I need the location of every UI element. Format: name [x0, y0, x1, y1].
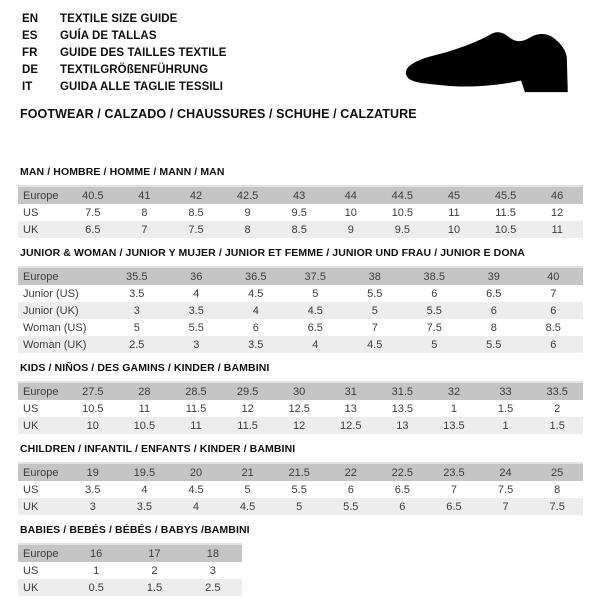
section-title-man: MAN / HOMBRE / HOMME / MANN / MAN [20, 166, 225, 178]
size-cell: 21.5 [273, 463, 325, 481]
section-title-babies: BABIES / BEBÉS / BÉBÉS / BABYS /BAMBINI [20, 524, 250, 536]
size-cell: 0.5 [67, 579, 125, 596]
table-row [18, 336, 583, 353]
size-cell: 9 [325, 221, 377, 238]
size-cell: 5 [405, 336, 465, 353]
size-cell: 10 [67, 417, 119, 434]
section-title-junior-woman: JUNIOR & WOMAN / JUNIOR Y MUJER / JUNIOR ET FEMME / JUNIOR UND FRAU / JUNIOR E DONA [20, 247, 525, 259]
size-cell: 2 [554, 402, 561, 415]
size-cell: 1 [450, 402, 458, 415]
language-row-es [22, 28, 227, 45]
size-cell: 6.5 [486, 287, 502, 300]
size-cell: 4 [226, 302, 286, 319]
size-cell: 7.5 [170, 221, 222, 238]
size-tables [18, 167, 583, 600]
size-cell: 7 [550, 287, 557, 300]
row-label: Europe [18, 544, 67, 562]
language-row-en [22, 11, 227, 28]
table-row [18, 221, 583, 238]
size-cell: 11.5 [495, 206, 516, 219]
size-cell: 3 [209, 564, 216, 577]
language-code: FR [22, 47, 38, 59]
size-cell: 5 [273, 498, 325, 515]
size-cell: 8.5 [545, 321, 561, 334]
size-cell: 9 [244, 206, 251, 219]
table-row [18, 285, 583, 302]
table-row [18, 481, 583, 498]
size-section-kids [18, 363, 583, 434]
size-cell: 2.5 [107, 336, 167, 353]
size-cell: 1.5 [531, 417, 583, 434]
size-cell: 6 [524, 302, 584, 319]
table-row [18, 319, 583, 336]
size-cell: 10 [344, 206, 357, 219]
size-cell: 24 [480, 463, 532, 481]
size-cell: 5 [312, 287, 319, 300]
size-cell: 13 [344, 402, 357, 415]
size-cell: 19 [67, 463, 119, 481]
size-cell: 7 [119, 221, 171, 238]
size-cell: 10.5 [480, 221, 532, 238]
row-label: US [23, 402, 39, 415]
size-cell: 3.5 [85, 483, 101, 496]
size-cell: 5.5 [464, 336, 524, 353]
size-cell: 11 [170, 417, 222, 434]
size-cell: 4 [193, 287, 200, 300]
language-label: GUÍA DE TALLAS [60, 30, 157, 42]
size-cell: 3 [107, 302, 167, 319]
size-cell: 7 [480, 498, 532, 515]
row-label: Europe [18, 186, 67, 204]
size-cell: 4.5 [248, 287, 264, 300]
size-cell: 42 [170, 186, 222, 204]
language-label: GUIDE DES TAILLES TEXTILE [60, 47, 227, 59]
size-cell: 38 [345, 267, 405, 285]
size-cell: 8 [141, 206, 148, 219]
size-cell: 44.5 [377, 186, 429, 204]
table-row [18, 562, 242, 579]
size-cell: 33 [480, 382, 532, 400]
size-cell: 27.5 [67, 382, 119, 400]
size-cell: 7.5 [531, 498, 583, 515]
size-cell: 7.5 [426, 321, 442, 334]
size-cell: 9.5 [377, 221, 429, 238]
size-cell: 4 [141, 483, 148, 496]
size-cell: 4.5 [222, 498, 274, 515]
row-label: Junior (US) [23, 287, 79, 300]
size-cell: 3.5 [167, 302, 227, 319]
size-table-children [18, 462, 583, 515]
shoe-icon [396, 24, 576, 98]
size-cell: 13.5 [391, 402, 414, 415]
size-cell: 13.5 [428, 417, 480, 434]
size-cell: 23.5 [428, 463, 480, 481]
size-cell: 3 [67, 498, 119, 515]
size-cell: 3.5 [226, 336, 286, 353]
size-cell: 22 [325, 463, 377, 481]
row-label: Woman (US) [23, 321, 87, 334]
size-cell: 5 [244, 483, 251, 496]
size-cell: 29.5 [222, 382, 274, 400]
row-label: US [23, 206, 39, 219]
size-cell: 6 [464, 302, 524, 319]
table-row [18, 400, 583, 417]
size-cell: 12 [273, 417, 325, 434]
size-cell: 6.5 [428, 498, 480, 515]
size-cell: 20 [170, 463, 222, 481]
size-section-junior-woman [18, 248, 583, 353]
language-code: ES [22, 30, 38, 42]
size-cell: 3.5 [129, 287, 145, 300]
size-cell: 45 [428, 186, 480, 204]
language-code: EN [22, 13, 39, 25]
size-cell: 12.5 [288, 402, 310, 415]
size-cell: 36.5 [226, 267, 286, 285]
table-row [18, 417, 583, 434]
size-cell: 8 [222, 221, 274, 238]
size-cell: 37.5 [286, 267, 346, 285]
size-cell: 4.5 [286, 302, 346, 319]
size-section-man [18, 167, 583, 238]
language-code: DE [22, 64, 39, 76]
size-cell: 39 [464, 267, 524, 285]
size-cell: 6 [524, 336, 584, 353]
row-label: US [23, 564, 39, 577]
size-table-junior-woman [18, 266, 583, 353]
size-cell: 5 [345, 302, 405, 319]
section-title-kids: KIDS / NIÑOS / DES GAMINS / KINDER / BAMBINI [20, 362, 270, 374]
size-cell: 42.5 [222, 186, 274, 204]
size-cell: 1.5 [497, 402, 514, 415]
size-cell: 12.5 [325, 417, 377, 434]
size-cell: 7 [450, 483, 458, 496]
size-cell: 45.5 [480, 186, 532, 204]
size-table-babies [18, 543, 242, 596]
size-cell: 5.5 [291, 483, 307, 496]
size-cell: 11.5 [222, 417, 274, 434]
size-cell: 30 [273, 382, 325, 400]
size-cell: 8 [554, 483, 561, 496]
size-cell: 3.5 [119, 498, 171, 515]
size-cell: 31.5 [377, 382, 429, 400]
size-cell: 10.5 [391, 206, 414, 219]
size-cell: 11 [448, 206, 460, 219]
size-cell: 5.5 [325, 498, 377, 515]
size-cell: 40.5 [67, 186, 119, 204]
size-cell: 6.5 [307, 321, 323, 334]
row-label: UK [18, 221, 67, 238]
size-cell: 35.5 [107, 267, 167, 285]
row-label: Europe [18, 267, 107, 285]
category-header: FOOTWEAR / CALZADO / CHAUSSURES / SCHUHE / CALZATURE [20, 107, 417, 121]
size-cell: 6 [347, 483, 354, 496]
language-code: IT [22, 81, 33, 93]
size-cell: 36 [167, 267, 227, 285]
size-cell: 7.5 [497, 483, 514, 496]
size-cell: 33.5 [531, 382, 583, 400]
size-cell: 6 [431, 287, 438, 300]
size-section-children [18, 444, 583, 515]
size-cell: 8 [490, 321, 497, 334]
row-label: UK [18, 417, 67, 434]
size-cell: 19.5 [119, 463, 171, 481]
size-cell: 12 [551, 206, 564, 219]
size-cell: 21 [222, 463, 274, 481]
size-cell: 5.5 [188, 321, 204, 334]
language-label: TEXTILGRÖßENFÜHRUNG [60, 64, 209, 76]
size-cell: 32 [428, 382, 480, 400]
size-cell: 10 [428, 221, 480, 238]
size-cell: 11 [531, 221, 583, 238]
size-cell: 6.5 [67, 221, 119, 238]
language-row-it [22, 79, 227, 96]
language-label: GUIDA ALLE TAGLIE TESSILI [60, 81, 224, 93]
size-cell: 17 [125, 544, 183, 562]
size-cell: 2 [151, 564, 158, 577]
row-label: Woman (UK) [18, 336, 107, 353]
row-label: US [23, 483, 39, 496]
language-title-list [22, 11, 227, 96]
size-cell: 5 [133, 321, 140, 334]
size-cell: 8.5 [188, 206, 204, 219]
table-row [18, 186, 583, 204]
size-cell: 4.5 [345, 336, 405, 353]
size-cell: 22.5 [377, 463, 429, 481]
table-row [18, 204, 583, 221]
size-cell: 5.5 [405, 302, 465, 319]
row-label: Junior (UK) [18, 302, 107, 319]
table-row [18, 302, 583, 319]
size-cell: 28 [119, 382, 171, 400]
size-cell: 7.5 [85, 206, 101, 219]
size-section-babies [18, 525, 583, 596]
size-cell: 43 [273, 186, 325, 204]
size-cell: 6 [377, 498, 429, 515]
size-cell: 44 [325, 186, 377, 204]
size-cell: 3 [167, 336, 227, 353]
size-cell: 18 [184, 544, 242, 562]
size-cell: 28.5 [170, 382, 222, 400]
size-cell: 6.5 [394, 483, 410, 496]
table-row [18, 463, 583, 481]
size-cell: 40 [524, 267, 584, 285]
row-label: UK [18, 498, 67, 515]
size-cell: 9.5 [291, 206, 307, 219]
size-cell: 5.5 [367, 287, 383, 300]
size-cell: 1.5 [125, 579, 183, 596]
size-cell: 1 [93, 564, 100, 577]
language-row-fr [22, 45, 227, 62]
size-cell: 25 [531, 463, 583, 481]
table-row [18, 498, 583, 515]
size-cell: 41 [119, 186, 171, 204]
size-cell: 1 [480, 417, 532, 434]
table-row [18, 382, 583, 400]
language-row-de [22, 62, 227, 79]
size-cell: 12 [241, 402, 254, 415]
size-cell: 16 [67, 544, 125, 562]
language-label: TEXTILE SIZE GUIDE [60, 13, 178, 25]
size-cell: 4.5 [188, 483, 204, 496]
table-row [18, 544, 242, 562]
section-title-children: CHILDREN / INFANTIL / ENFANTS / KINDER / BAMBINI [20, 443, 296, 455]
table-row [18, 267, 583, 285]
size-table-man [18, 185, 583, 238]
size-cell: 46 [531, 186, 583, 204]
size-cell: 2.5 [184, 579, 242, 596]
size-cell: 4 [170, 498, 222, 515]
size-cell: 11.5 [185, 402, 207, 415]
row-label: Europe [18, 382, 67, 400]
size-cell: 11 [138, 402, 151, 415]
table-row [18, 579, 242, 596]
size-cell: 10.5 [82, 402, 104, 415]
size-cell: 4 [286, 336, 346, 353]
size-cell: 13 [377, 417, 429, 434]
row-label: Europe [18, 463, 67, 481]
size-cell: 38.5 [405, 267, 465, 285]
size-cell: 6 [252, 321, 259, 334]
size-cell: 31 [325, 382, 377, 400]
size-cell: 8.5 [273, 221, 325, 238]
size-cell: 10.5 [119, 417, 171, 434]
size-cell: 7 [371, 321, 378, 334]
size-table-kids [18, 381, 583, 434]
row-label: UK [18, 579, 67, 596]
